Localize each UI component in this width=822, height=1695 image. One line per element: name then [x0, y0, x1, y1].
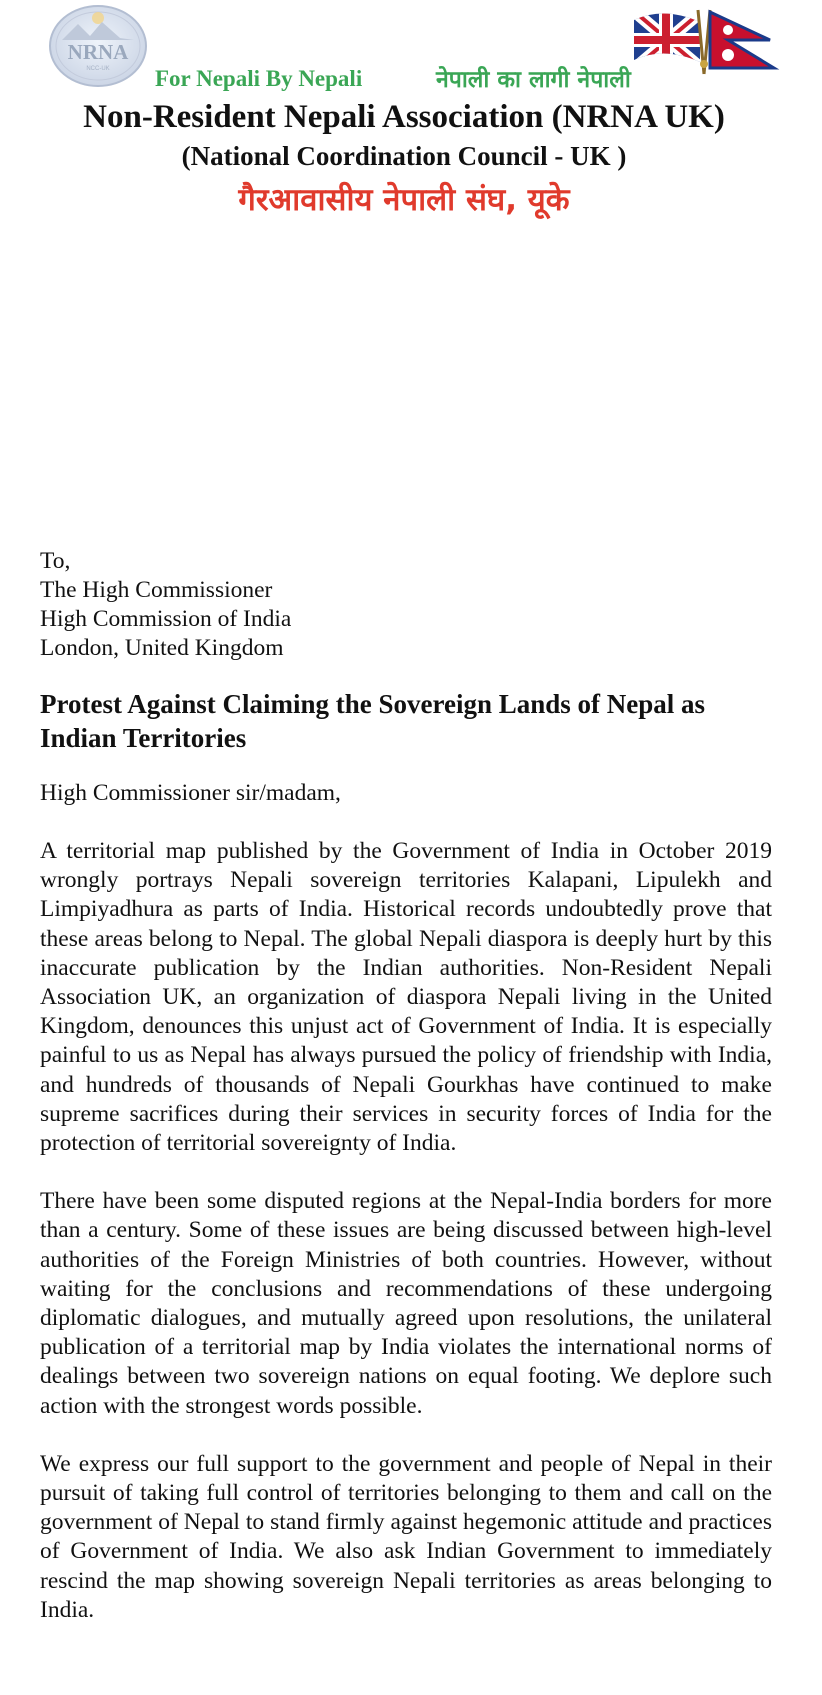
address-line: To, [40, 548, 71, 574]
paragraph: A territorial map published by the Government of India in October 2019 wrongly portrays Nepali sovereign territories Kalapani, Lipulekh and Limpiyadhura as parts of India. Historical records undoubtedly prove that these areas belong to Nepal. The global Nepali diaspora is deeply hurt by this inaccurate publication by the Indian authorities. Non-Resident Nepali Association UK, an organization of diaspora Nepali living in the United Kingdom, denounces this unjust act of Government of India. It is especially painful to us as Nepal has always pursued the policy of friendship with India, and hundreds of thousands of Nepali Gourkhas have continued to make supreme sacrifices during their services in security forces of India for the protection of territorial sovereignty of India. [40, 838, 772, 1157]
logo-subtext: NCC-UK [86, 66, 110, 72]
logo-text: NRNA [67, 40, 129, 64]
address-line: London, United Kingdom [40, 635, 284, 661]
paragraph: There have been some disputed regions at the Nepal-India borders for more than a century. Some of these issues are being discussed between high-level authorities of the Foreign Ministries of both countries. However, without waiting for the conclusions and recommendations of these undergoing diplomatic dialogues, and mutually agreed upon resolutions, the unilateral publication of a territorial map by India violates the international norms of dealings between two sovereign nations on equal footing. We deplore such action with the strongest words possible. [40, 1188, 772, 1419]
tagline-nepali: नेपाली का लागी नेपाली [436, 67, 631, 93]
letterhead [0, 0, 822, 240]
paragraph: We express our full support to the government and people of Nepal in their pursuit of taking full control of territories belonging to them and call on the government of Nepal to stand firmly against hegemonic attitude and practices of Government of India. We also ask Indian Government to immediately rescind the map showing sovereign Nepali territories as areas belonging to India. [40, 1450, 772, 1623]
salutation: High Commissioner sir/madam, [40, 780, 341, 806]
organization-subtitle: (National Coordination Council - UK ) [181, 141, 627, 171]
tagline-english: For Nepali By Nepali [155, 66, 363, 91]
letter-subject: Protest Against Claiming the Sovereign Lands of Nepal as Indian Territories [40, 689, 706, 753]
letter-body [40, 547, 772, 1625]
uk-nepal-flags-icon [628, 2, 780, 78]
organization-name: Non-Resident Nepali Association (NRNA UK) [83, 99, 725, 135]
address-line: High Commission of India [40, 606, 292, 632]
nrna-logo-icon [48, 4, 148, 88]
address-line: The High Commissioner [40, 577, 273, 603]
organization-name-nepali: गैरआवासीय नेपाली संघ, यूके [238, 182, 570, 218]
recipient-address [40, 547, 772, 663]
